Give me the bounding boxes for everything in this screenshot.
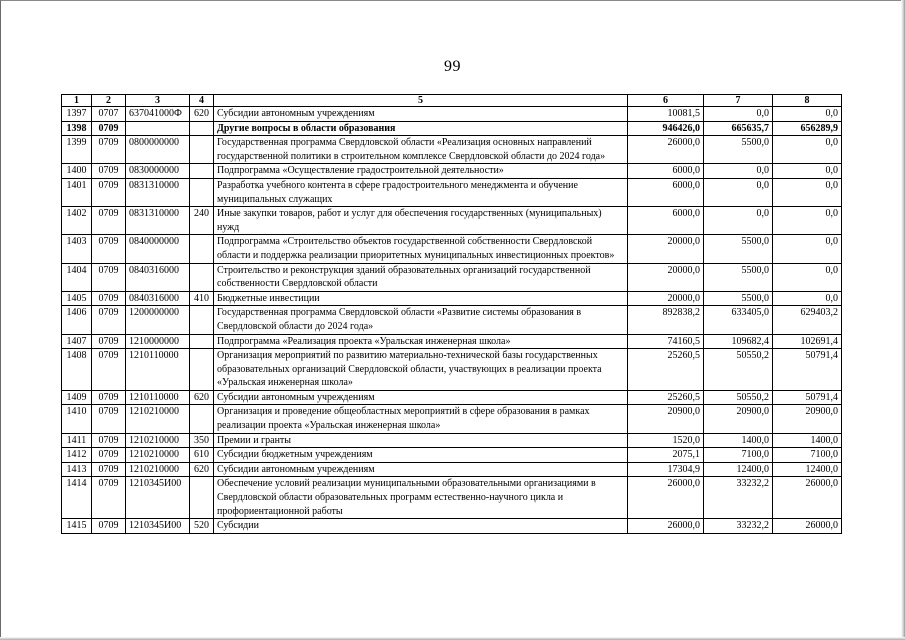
section-code-cell: 0709 [92,349,126,391]
row-number-cell: 1400 [62,164,92,179]
item-name-cell: Подпрограмма «Строительство объектов государственной собственности Свердловской области и поддержка реализации приоритетных муниципальных инвестиционных проектов» [214,235,628,263]
amount-col8-cell: 102691,4 [773,334,842,349]
row-number-cell: 1413 [62,462,92,477]
budget-table [61,94,842,534]
target-article-cell: 1210210000 [126,462,190,477]
row-number-cell: 1397 [62,107,92,122]
row-number-cell: 1399 [62,136,92,164]
header-cell: 3 [126,95,190,107]
row-number-cell: 1415 [62,519,92,534]
item-name-cell: Премии и гранты [214,433,628,448]
amount-col6-cell: 946426,0 [628,121,704,136]
amount-col7-cell: 50550,2 [704,390,773,405]
item-name-cell: Субсидии автономным учреждениям [214,390,628,405]
amount-col6-cell: 892838,2 [628,306,704,334]
item-name-cell: Субсидии автономным учреждениям [214,107,628,122]
amount-col8-cell: 656289,9 [773,121,842,136]
table-row [62,178,842,206]
item-name-cell: Обеспечение условий реализации муниципальными образовательными организациями в Свердловской области образовательных программ естественно-научного цикла и профориентационной работы [214,477,628,519]
target-article-cell: 1210110000 [126,390,190,405]
section-code-cell: 0709 [92,291,126,306]
section-code-cell: 0709 [92,207,126,235]
amount-col7-cell: 33232,2 [704,519,773,534]
table-row [62,136,842,164]
expense-type-cell: 620 [190,107,214,122]
item-name-cell: Государственная программа Свердловской области «Развитие системы образования в Свердловской области до 2024 года» [214,306,628,334]
amount-col6-cell: 6000,0 [628,164,704,179]
amount-col8-cell: 26000,0 [773,477,842,519]
page-number: 99 [444,58,461,75]
amount-col8-cell: 0,0 [773,107,842,122]
table-row [62,405,842,433]
row-number-cell: 1414 [62,477,92,519]
section-code-cell: 0709 [92,477,126,519]
amount-col7-cell: 1400,0 [704,433,773,448]
amount-col7-cell: 7100,0 [704,448,773,463]
table-row [62,235,842,263]
amount-col8-cell: 0,0 [773,136,842,164]
table-body [62,107,842,534]
target-article-cell: 0831310000 [126,207,190,235]
section-code-cell: 0709 [92,334,126,349]
item-name-cell: Разработка учебного контента в сфере градостроительного менеджмента и обучение муниципальных служащих [214,178,628,206]
section-code-cell: 0709 [92,136,126,164]
amount-col7-cell: 0,0 [704,107,773,122]
amount-col8-cell: 50791,4 [773,390,842,405]
amount-col7-cell: 0,0 [704,178,773,206]
scan-shadow-right [901,0,905,640]
amount-col8-cell: 0,0 [773,291,842,306]
table-header-row [62,95,842,107]
target-article-cell: 0800000000 [126,136,190,164]
amount-col7-cell: 633405,0 [704,306,773,334]
expense-type-cell [190,405,214,433]
row-number-cell: 1410 [62,405,92,433]
amount-col6-cell: 26000,0 [628,136,704,164]
item-name-cell: Строительство и реконструкция зданий образовательных организаций государственной собственности Свердловской области [214,263,628,291]
item-name-cell: Иные закупки товаров, работ и услуг для обеспечения государственных (муниципальных) нужд [214,207,628,235]
target-article-cell: 1210345И00 [126,519,190,534]
expense-type-cell [190,136,214,164]
row-number-cell: 1398 [62,121,92,136]
table-row [62,433,842,448]
expense-type-cell [190,164,214,179]
section-code-cell: 0707 [92,107,126,122]
amount-col8-cell: 50791,4 [773,349,842,391]
target-article-cell: 1210345И00 [126,477,190,519]
item-name-cell: Субсидии автономным учреждениям [214,462,628,477]
expense-type-cell [190,263,214,291]
amount-col7-cell: 0,0 [704,164,773,179]
target-article-cell: 1210110000 [126,349,190,391]
amount-col6-cell: 20000,0 [628,235,704,263]
row-number-cell: 1409 [62,390,92,405]
item-name-cell: Другие вопросы в области образования [214,121,628,136]
section-code-cell: 0709 [92,519,126,534]
expense-type-cell: 350 [190,433,214,448]
table-row [62,349,842,391]
amount-col6-cell: 6000,0 [628,178,704,206]
table-row [62,263,842,291]
expense-type-cell: 410 [190,291,214,306]
table-row [62,291,842,306]
amount-col6-cell: 20000,0 [628,263,704,291]
amount-col6-cell: 1520,0 [628,433,704,448]
target-article-cell: 0830000000 [126,164,190,179]
target-article-cell: 0840000000 [126,235,190,263]
header-cell: 7 [704,95,773,107]
amount-col7-cell: 20900,0 [704,405,773,433]
target-article-cell: 637041000Ф [126,107,190,122]
header-cell: 8 [773,95,842,107]
amount-col6-cell: 20900,0 [628,405,704,433]
row-number-cell: 1406 [62,306,92,334]
target-article-cell: 1210210000 [126,448,190,463]
amount-col8-cell: 0,0 [773,207,842,235]
amount-col6-cell: 20000,0 [628,291,704,306]
table-row [62,390,842,405]
row-number-cell: 1405 [62,291,92,306]
target-article-cell: 0840316000 [126,263,190,291]
row-number-cell: 1407 [62,334,92,349]
expense-type-cell [190,349,214,391]
amount-col6-cell: 26000,0 [628,519,704,534]
amount-col6-cell: 17304,9 [628,462,704,477]
amount-col6-cell: 25260,5 [628,390,704,405]
row-number-cell: 1412 [62,448,92,463]
item-name-cell: Организация мероприятий по развитию материально-технической базы государственных образовательных организаций Свердловской области, участвующих в реализации проекта «Уральская инженерная школа» [214,349,628,391]
amount-col8-cell: 7100,0 [773,448,842,463]
amount-col6-cell: 74160,5 [628,334,704,349]
amount-col8-cell: 0,0 [773,263,842,291]
expense-type-cell [190,477,214,519]
target-article-cell: 1200000000 [126,306,190,334]
section-code-cell: 0709 [92,178,126,206]
table-row [62,107,842,122]
amount-col8-cell: 1400,0 [773,433,842,448]
target-article-cell [126,121,190,136]
item-name-cell: Организация и проведение общеобластных мероприятий в сфере образования в рамках реализации проекта «Уральская инженерная школа» [214,405,628,433]
target-article-cell: 0831310000 [126,178,190,206]
row-number-cell: 1401 [62,178,92,206]
expense-type-cell [190,178,214,206]
amount-col8-cell: 26000,0 [773,519,842,534]
amount-col7-cell: 33232,2 [704,477,773,519]
table-row [62,207,842,235]
item-name-cell: Подпрограмма «Осуществление градостроительной деятельности» [214,164,628,179]
expense-type-cell [190,121,214,136]
table-row [62,334,842,349]
section-code-cell: 0709 [92,121,126,136]
row-number-cell: 1411 [62,433,92,448]
target-article-cell: 1210000000 [126,334,190,349]
amount-col7-cell: 12400,0 [704,462,773,477]
amount-col7-cell: 109682,4 [704,334,773,349]
header-cell: 6 [628,95,704,107]
amount-col8-cell: 12400,0 [773,462,842,477]
target-article-cell: 0840316000 [126,291,190,306]
table-row [62,462,842,477]
amount-col7-cell: 5500,0 [704,235,773,263]
amount-col6-cell: 2075,1 [628,448,704,463]
section-code-cell: 0709 [92,235,126,263]
item-name-cell: Субсидии [214,519,628,534]
item-name-cell: Государственная программа Свердловской области «Реализация основных направлений государственной политики в строительном комплексе Свердловской области до 2024 года» [214,136,628,164]
section-code-cell: 0709 [92,462,126,477]
item-name-cell: Бюджетные инвестиции [214,291,628,306]
amount-col8-cell: 629403,2 [773,306,842,334]
expense-type-cell [190,334,214,349]
row-number-cell: 1402 [62,207,92,235]
amount-col7-cell: 5500,0 [704,136,773,164]
header-cell: 5 [214,95,628,107]
section-code-cell: 0709 [92,448,126,463]
section-code-cell: 0709 [92,405,126,433]
expense-type-cell: 610 [190,448,214,463]
expense-type-cell [190,306,214,334]
amount-col7-cell: 0,0 [704,207,773,235]
header-cell: 2 [92,95,126,107]
expense-type-cell: 240 [190,207,214,235]
amount-col6-cell: 25260,5 [628,349,704,391]
amount-col8-cell: 0,0 [773,178,842,206]
amount-col7-cell: 5500,0 [704,291,773,306]
header-cell: 4 [190,95,214,107]
item-name-cell: Субсидии бюджетным учреждениям [214,448,628,463]
amount-col6-cell: 6000,0 [628,207,704,235]
amount-col8-cell: 0,0 [773,164,842,179]
table-row [62,121,842,136]
section-code-cell: 0709 [92,390,126,405]
item-name-cell: Подпрограмма «Реализация проекта «Уральская инженерная школа» [214,334,628,349]
amount-col8-cell: 20900,0 [773,405,842,433]
expense-type-cell: 520 [190,519,214,534]
amount-col8-cell: 0,0 [773,235,842,263]
table-row [62,164,842,179]
row-number-cell: 1403 [62,235,92,263]
section-code-cell: 0709 [92,263,126,291]
section-code-cell: 0709 [92,164,126,179]
table-row [62,448,842,463]
header-cell: 1 [62,95,92,107]
expense-type-cell: 620 [190,390,214,405]
target-article-cell: 1210210000 [126,405,190,433]
table-row [62,306,842,334]
amount-col7-cell: 665635,7 [704,121,773,136]
table-row [62,477,842,519]
table-row [62,519,842,534]
amount-col6-cell: 10081,5 [628,107,704,122]
amount-col7-cell: 5500,0 [704,263,773,291]
amount-col7-cell: 50550,2 [704,349,773,391]
row-number-cell: 1408 [62,349,92,391]
expense-type-cell: 620 [190,462,214,477]
amount-col6-cell: 26000,0 [628,477,704,519]
target-article-cell: 1210210000 [126,433,190,448]
expense-type-cell [190,235,214,263]
section-code-cell: 0709 [92,306,126,334]
row-number-cell: 1404 [62,263,92,291]
section-code-cell: 0709 [92,433,126,448]
